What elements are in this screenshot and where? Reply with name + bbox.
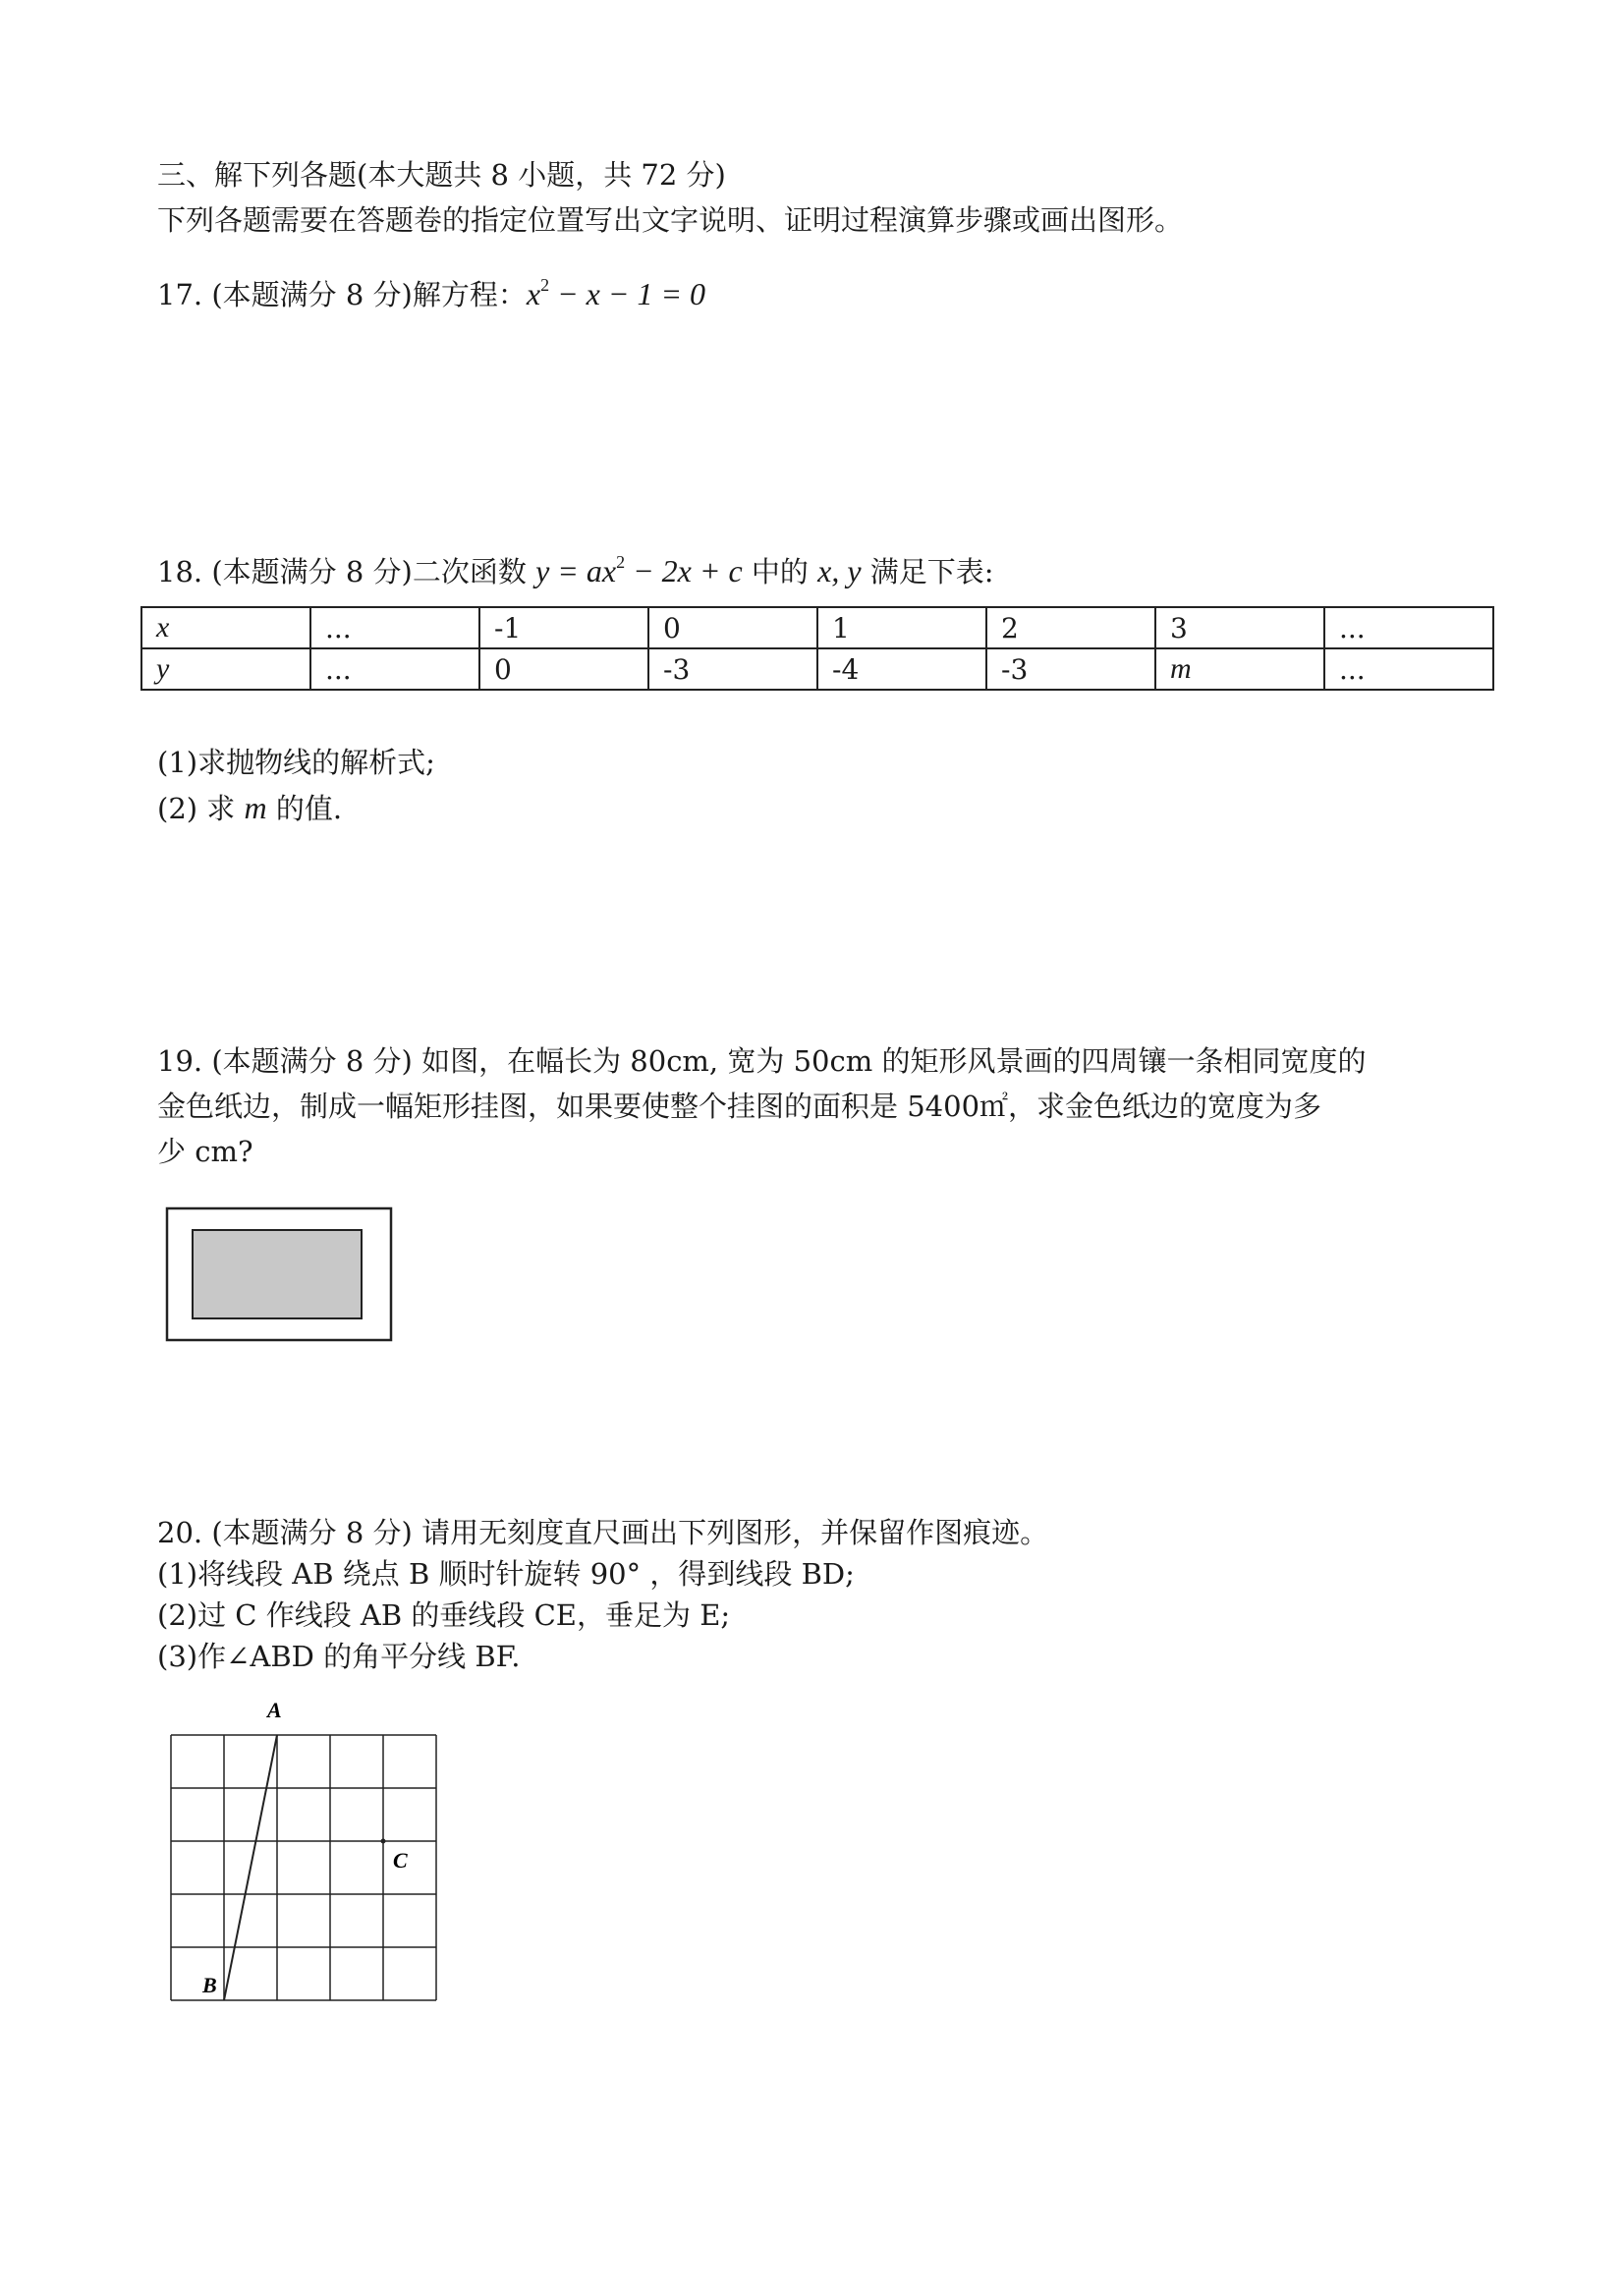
question-18-middle: 中的 — [742, 555, 818, 588]
table-cell: ... — [310, 607, 479, 648]
question-20-line-3: (2)过 C 作线段 AB 的垂线段 CE，垂足为 E; — [157, 1598, 731, 1632]
table-row-x — [141, 607, 1493, 648]
equation-17-exponent: 2 — [540, 275, 550, 295]
label-point-c: C — [393, 1848, 408, 1873]
function-18-lhs: y = ax — [535, 553, 617, 588]
table-cell: 2 — [986, 607, 1155, 648]
table-cell: y — [141, 648, 310, 690]
function-18-exponent: 2 — [616, 552, 626, 572]
table-cell: 1 — [817, 607, 986, 648]
question-19-line-2: 金色纸边，制成一幅矩形挂图，如果要使整个挂图的面积是 5400㎡，求金色纸边的宽度为多 — [157, 1090, 1322, 1123]
question-18-suffix: 满足下表: — [861, 555, 994, 588]
table-cell: -1 — [479, 607, 648, 648]
table-cell: -4 — [817, 648, 986, 690]
equation-17-var: x — [526, 276, 541, 311]
part-2-suffix: 的值. — [266, 792, 343, 825]
table-cell: -3 — [648, 648, 817, 690]
section-heading: 三、解下列各题(本大题共 8 小题，共 72 分) — [157, 158, 726, 192]
question-19-line-1: 19. (本题满分 8 分) 如图，在幅长为 80cm, 宽为 50cm 的矩形风景画的四周镶一条相同宽度的 — [157, 1044, 1367, 1078]
question-18-part-1: (1)求抛物线的解析式; — [157, 746, 435, 779]
question-17-prefix: 17. (本题满分 8 分)解方程： — [157, 278, 527, 311]
table-cell: ... — [1324, 648, 1493, 690]
table-row-y — [141, 648, 1493, 690]
question-20-line-2: (1)将线段 AB 绕点 B 顺时针旋转 90° ，得到线段 BD; — [157, 1557, 855, 1591]
equation-17 — [527, 276, 705, 311]
table-cell: 0 — [648, 607, 817, 648]
point-c — [381, 1839, 386, 1844]
question-18-part-2 — [157, 788, 342, 828]
section-instruction: 下列各题需要在答题卷的指定位置写出文字说明、证明过程演算步骤或画出图形。 — [157, 203, 1184, 237]
table-cell: x — [141, 607, 310, 648]
function-18-rest: − 2x + c — [625, 553, 743, 588]
question-20-line-4: (3)作∠ABD 的角平分线 BF. — [157, 1640, 521, 1673]
table-cell: ... — [310, 648, 479, 690]
table-cell: -3 — [986, 648, 1155, 690]
grid-figure — [157, 1698, 452, 2012]
question-18-prefix: 18. (本题满分 8 分)二次函数 — [157, 555, 536, 588]
table-cell: ... — [1324, 607, 1493, 648]
label-point-a: A — [267, 1698, 282, 1722]
part-2-var: m — [244, 790, 267, 825]
label-point-b: B — [202, 1973, 217, 1997]
question-17 — [157, 265, 705, 314]
part-2-prefix: (2) 求 — [157, 792, 245, 825]
question-18-vars: x, y — [817, 553, 862, 588]
equation-17-rest: − x − 1 = 0 — [549, 276, 706, 311]
question-20-line-1: 20. (本题满分 8 分) 请用无刻度直尺画出下列图形，并保留作图痕迹。 — [157, 1516, 1049, 1549]
table-cell: m — [1155, 648, 1324, 690]
table-cell: 3 — [1155, 607, 1324, 648]
framed-picture-figure — [165, 1206, 397, 1344]
segment-ab — [224, 1735, 277, 2000]
xy-value-table — [140, 606, 1494, 691]
question-18 — [157, 542, 994, 591]
function-18 — [535, 553, 743, 588]
picture-inner-rect — [193, 1230, 362, 1318]
table-cell: 0 — [479, 648, 648, 690]
question-19-line-3: 少 cm? — [157, 1135, 253, 1168]
